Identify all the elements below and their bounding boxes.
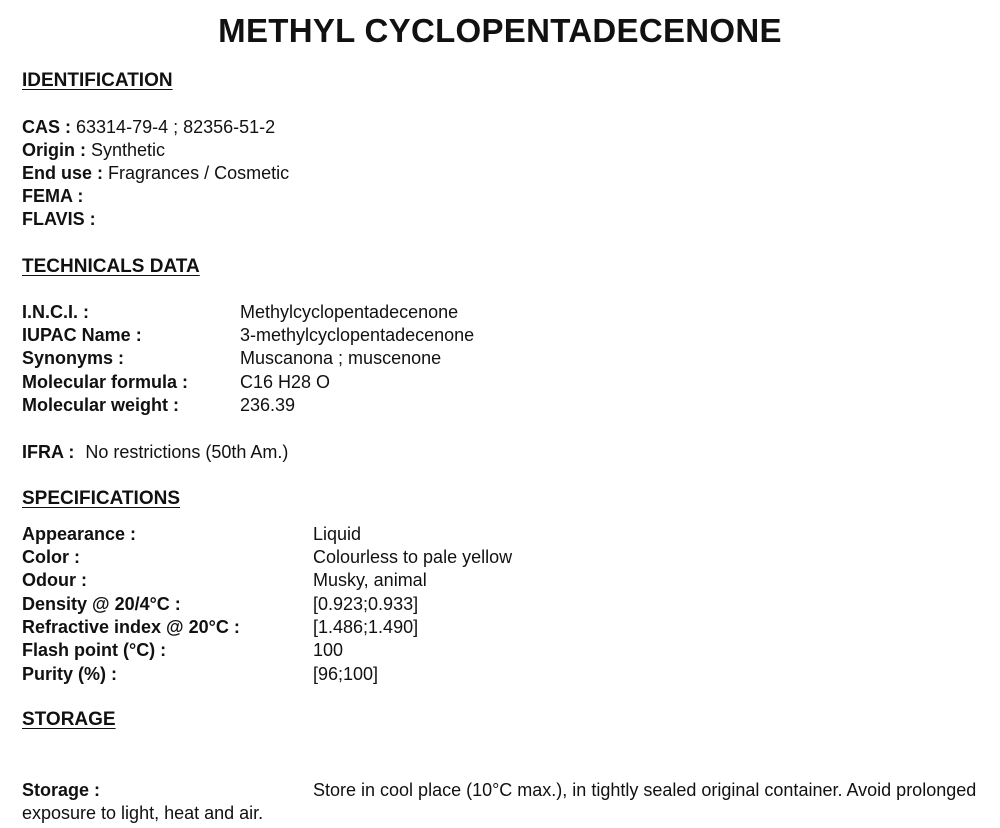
spec-value: Liquid (313, 524, 362, 544)
end-use-value: Fragrances / Cosmetic (108, 163, 290, 183)
storage-paragraph (22, 779, 982, 825)
end-use-label: End use : (22, 163, 104, 183)
technical-value: Methylcyclopentadecenone (240, 302, 459, 322)
storage-value: Store in cool place (10°C max.), in tightly sealed original container. Avoid prolonged exposure to light, heat and air. (22, 780, 977, 823)
spec-value: 100 (313, 640, 344, 660)
spec-label: Refractive index @ 20°C : (22, 617, 240, 637)
technical-label: Molecular formula : (22, 372, 189, 392)
cas-row (22, 116, 275, 139)
spec-label: Flash point (°C) : (22, 640, 167, 660)
technical-label: I.N.C.I. : (22, 302, 89, 322)
spec-value: [0.923;0.933] (313, 594, 419, 614)
section-heading-specifications: SPECIFICATIONS (22, 488, 180, 509)
spec-label: Appearance : (22, 524, 137, 544)
flavis-row (22, 208, 96, 231)
storage-label: Storage : (22, 780, 101, 800)
origin-label: Origin : (22, 140, 86, 160)
ifra-value: No restrictions (50th Am.) (85, 442, 289, 462)
fema-label: FEMA : (22, 186, 84, 206)
technical-label: IUPAC Name : (22, 325, 142, 345)
spec-value: Colourless to pale yellow (313, 547, 513, 567)
spec-value: Musky, animal (313, 570, 427, 590)
spec-label: Density @ 20/4°C : (22, 594, 181, 614)
technical-value: C16 H28 O (240, 372, 331, 392)
ifra-row (22, 441, 288, 464)
section-heading-storage: STORAGE (22, 709, 116, 730)
spec-value: [96;100] (313, 664, 379, 684)
end-use-row (22, 162, 289, 185)
origin-row (22, 139, 165, 162)
technical-label: Molecular weight : (22, 395, 180, 415)
technical-value: 236.39 (240, 395, 296, 415)
section-heading-technical: TECHNICALS DATA (22, 256, 200, 277)
origin-value: Synthetic (91, 140, 166, 160)
fema-row (22, 185, 83, 208)
section-heading-identification: IDENTIFICATION (22, 70, 173, 91)
page-title: METHYL CYCLOPENTADECENONE (218, 12, 782, 49)
spec-value: [1.486;1.490] (313, 617, 419, 637)
technical-label: Synonyms : (22, 348, 125, 368)
spec-label: Odour : (22, 570, 87, 590)
technical-value: 3-methylcyclopentadecenone (240, 325, 475, 345)
spec-label: Purity (%) : (22, 664, 118, 684)
cas-label: CAS : (22, 117, 71, 137)
spec-label: Color : (22, 547, 80, 567)
flavis-label: FLAVIS : (22, 209, 96, 229)
technical-value: Muscanona ; muscenone (240, 348, 442, 368)
cas-value: 63314-79-4 ; 82356-51-2 (76, 117, 276, 137)
ifra-label: IFRA : (22, 442, 75, 462)
